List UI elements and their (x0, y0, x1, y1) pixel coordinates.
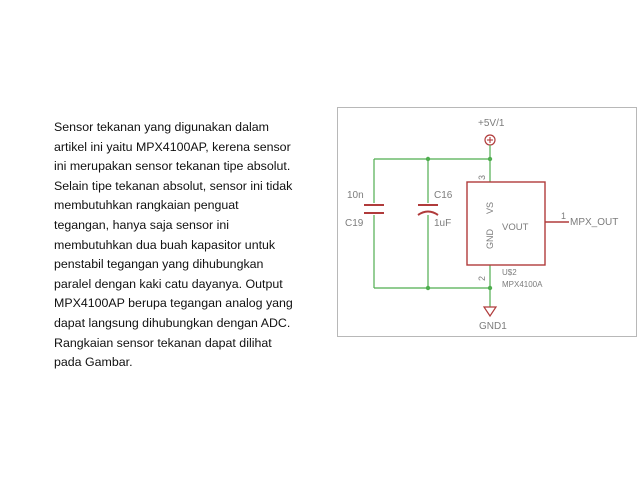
junction-dot (488, 286, 492, 290)
paragraph-line: tegangan, hanya saja sensor ini (54, 217, 229, 232)
paragraph-line: Rangkaian sensor tekanan dapat dilihat (54, 335, 272, 350)
paragraph-line: membutuhkan dua buah kapasitor untuk (54, 237, 276, 252)
paragraph-line: ini merupakan sensor tekanan tipe absolut. (54, 159, 291, 174)
pin-vs-label: VS (485, 201, 495, 214)
paragraph-line: paralel dengan kaki catu dayanya. Output (54, 276, 283, 291)
circuit-schematic (337, 107, 637, 337)
paragraph-line: MPX4100AP berupa tegangan analog yang (54, 296, 293, 311)
paragraph-line: Selain tipe tekanan absolut, sensor ini tidak (54, 178, 293, 193)
ic-reference: U$2 (502, 268, 517, 277)
cap1-value: 10n (347, 190, 364, 201)
junction-dot (488, 157, 492, 161)
pin-vout-label: VOUT (502, 222, 529, 233)
paragraph-line: pada Gambar. (54, 355, 133, 370)
junction-dot (426, 157, 430, 161)
net-output-label: MPX_OUT (570, 217, 619, 228)
pin-gnd-label: GND (485, 229, 495, 249)
paragraph-line: dapat langsung dihubungkan dengan ADC. (54, 315, 291, 330)
ground-label: GND1 (479, 321, 507, 332)
pin-bottom-number: 2 (477, 275, 487, 281)
pin-top-number: 3 (477, 174, 487, 180)
supply-label: +5V/1 (478, 118, 505, 129)
ic-part-number: MPX4100A (502, 280, 543, 289)
paragraph-line: Sensor tekanan yang digunakan dalam (54, 120, 269, 134)
cap1-name: C19 (345, 218, 364, 229)
pin-right-number: 1 (561, 211, 567, 221)
paragraph-line: artikel ini yaitu MPX4100AP, kerena sensor (54, 139, 291, 154)
junction-dot (426, 286, 430, 290)
paragraph-line: penstabil tegangan yang dihubungkan (54, 257, 264, 272)
body-paragraph (54, 118, 354, 373)
cap2-value: 1uF (434, 218, 452, 229)
cap2-name: C16 (434, 190, 453, 201)
paragraph-line: membutuhkan rangkaian penguat (54, 198, 239, 213)
